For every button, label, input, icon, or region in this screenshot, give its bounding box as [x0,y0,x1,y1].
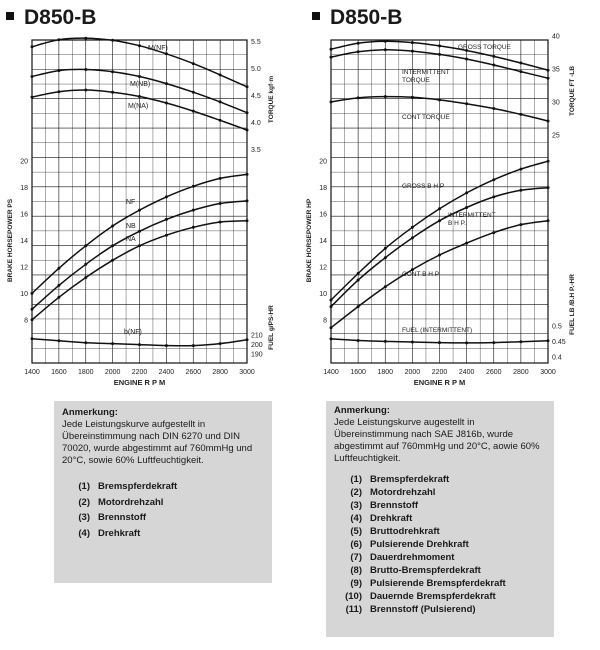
right-legend-item [334,565,546,577]
data-point [330,48,333,51]
hp-tick-label: 20 [319,158,327,166]
data-point [138,44,141,47]
legend-item-number: (6) [350,539,362,550]
legend-item-label: Drehkraft [370,513,413,524]
data-point [547,186,550,189]
left-heading-text: D850-B [24,6,97,29]
bullet-square-icon [6,12,14,20]
data-point [438,53,441,56]
data-point [330,100,333,103]
hp-tick-label: 18 [20,185,28,193]
data-point [219,221,222,224]
data-point [246,199,249,202]
data-point [192,110,195,113]
legend-item-label: Brennstoff [98,512,147,523]
legend-item-label: Motordrehzahl [98,496,164,508]
data-point [547,219,550,222]
right-legend-item [334,500,546,512]
fuel-tick-label: 190 [251,351,263,359]
data-point [357,42,360,45]
data-point [165,82,168,85]
right-notes-text: Jede Leistungskurve augestellt in Übereinstimmung nach SAE J816b, wurde abgestimmt auf 760mmHg und 20°C, aowie 60% Luftfeuchtigkeit. [334,417,540,464]
data-point [31,292,34,295]
left-panel-title [6,6,96,30]
hp-tick-label: 10 [319,290,327,298]
data-point [84,244,87,247]
data-point [492,195,495,198]
torque-tick-label: 35 [552,66,560,74]
torque-tick-label: 5.0 [251,65,261,73]
right-performance-chart [298,28,596,390]
data-point [111,70,114,73]
right-legend-item [334,539,546,551]
legend-item-label: Bruttodrehkraft [370,526,440,537]
data-point [465,242,468,245]
series-label: M(NA) [128,103,149,110]
legend-item-number: (8) [350,565,362,576]
data-point [357,272,360,275]
data-point [111,39,114,42]
hp-tick-label: 12 [20,264,28,272]
series-label: NB [126,223,136,230]
data-point [492,178,495,181]
data-point [165,102,168,105]
data-point [519,168,522,171]
x-tick-label: 2600 [485,369,502,376]
x-tick-label: 1800 [77,369,94,376]
legend-item-number: (4) [350,513,362,524]
data-point [138,95,141,98]
x-tick-label: 1400 [24,369,40,376]
data-point [219,342,222,345]
fuel-tick-label: 200 [251,342,263,350]
hp-tick-label: 10 [20,290,28,298]
data-point [547,160,550,163]
torque-axis-title: TORQUE FT -LB [569,65,576,117]
series-label: NA [126,236,136,243]
data-point [246,338,249,341]
legend-item-number: (10) [345,591,362,602]
data-point [246,85,249,88]
right-legend-list [334,474,546,616]
torque-tick-label: 25 [552,132,560,140]
data-point [465,341,468,344]
data-point [519,62,522,65]
data-point [465,206,468,209]
data-point [330,305,333,308]
data-point [492,231,495,234]
bullet-square-icon [312,12,320,20]
hp-axis-title: BRAKE HORSEPOWER PS [7,198,14,283]
data-point [384,48,387,51]
data-point [192,91,195,94]
data-point [330,337,333,340]
right-heading-text: D850-B [330,6,403,29]
data-point [384,256,387,259]
data-point [219,73,222,76]
data-point [57,69,60,72]
data-point [192,62,195,65]
data-point [438,341,441,344]
x-tick-label: 1600 [350,369,366,376]
data-point [357,339,360,342]
hp-tick-label: 20 [20,158,28,166]
data-point [384,95,387,98]
series-label: NF [126,199,136,206]
x-tick-label: 2200 [431,369,448,376]
data-point [330,326,333,329]
data-point [492,341,495,344]
data-point [519,223,522,226]
right-panel-title [312,6,402,30]
data-point [357,96,360,99]
data-point [219,177,222,180]
data-point [165,218,168,221]
data-point [138,230,141,233]
data-point [438,219,441,222]
data-point [192,226,195,229]
fuel-tick-label: 0.45 [552,338,566,346]
data-point [111,244,114,247]
data-point [246,219,249,222]
hp-tick-label: 16 [319,211,327,219]
data-point [84,37,87,40]
torque-tick-label: 4.5 [251,92,261,100]
x-tick-label: 2000 [104,369,121,376]
data-point [84,89,87,92]
data-point [57,296,60,299]
data-point [219,202,222,205]
data-point [111,91,114,94]
hp-axis-title: BRAKE HORSEPOWER HP [306,198,313,283]
data-point [84,276,87,279]
hp-tick-label: 8 [323,317,327,325]
data-point [547,120,550,123]
data-point [411,341,414,344]
x-tick-label: 2800 [212,369,228,376]
legend-item-number: (4) [78,527,90,539]
right-legend-item [334,578,546,590]
fuel-tick-label: 210 [251,332,263,340]
legend-item-label: Brennstoff (Pulsierend) [370,604,476,615]
data-point [411,96,414,99]
data-point [165,234,168,237]
legend-item-label: Bremspferdekraft [370,474,450,485]
legend-item-label: Motordrehzahl [370,487,436,498]
data-point [519,113,522,116]
data-point [384,285,387,288]
fuel-axis-title: FUEL LB /B.H P.-HR [569,274,576,335]
legend-item-number: (9) [350,578,362,589]
hp-tick-label: 18 [319,185,327,193]
torque-tick-label: 5.5 [251,38,261,46]
x-tick-label: 2000 [404,369,421,376]
data-point [84,68,87,71]
legend-item-number: (1) [350,474,362,485]
x-tick-label: 1600 [51,369,67,376]
data-point [438,254,441,257]
x-tick-label: 2600 [185,369,202,376]
series-label: GROSS TORQUE [458,44,511,51]
x-tick-label: 3000 [239,369,255,376]
data-point [519,70,522,73]
torque-tick-label: 30 [552,99,560,107]
legend-item-label: Pulsierende Bremspferdekraft [370,578,506,589]
fuel-tick-label: 0.4 [552,354,562,362]
data-point [357,305,360,308]
x-axis-title: ENGINE R P M [413,378,466,387]
left-performance-chart [0,28,292,390]
data-point [192,209,195,212]
series-label: CONT B H P [402,271,440,278]
data-point [411,50,414,53]
data-point [31,337,34,340]
data-point [57,284,60,287]
legend-item-number: (3) [350,500,362,511]
x-tick-label: 3000 [540,369,556,376]
right-legend-item [334,513,546,525]
data-point [330,299,333,302]
right-legend-item [334,474,546,486]
right-notes-heading: Anmerkung: [334,405,390,416]
left-legend-list [62,481,264,540]
data-point [138,209,141,212]
x-tick-label: 1800 [377,369,394,376]
series-label: FUEL (INTERMITTENT) [402,327,473,334]
data-point [492,64,495,67]
x-tick-label: 2200 [131,369,148,376]
legend-item-label: Brutto-Bremspferdekraft [370,565,481,576]
data-point [111,259,114,262]
series-label: TORQUE [402,77,430,84]
legend-item-number: (2) [350,487,362,498]
fuel-tick-label: 0.5 [552,323,562,331]
x-tick-label: 1400 [323,369,339,376]
x-tick-label: 2400 [158,369,175,376]
left-notes-heading: Anmerkung: [62,407,118,418]
left-legend-item [62,528,264,540]
data-point [31,96,34,99]
data-point [246,173,249,176]
data-point [192,185,195,188]
right-legend-item [334,552,546,564]
legend-item-label: Brennstoff [370,500,419,511]
series-label: M(NF) [148,45,168,52]
legend-item-label: Dauerdrehmoment [370,552,455,563]
data-point [547,339,550,342]
data-point [57,267,60,270]
data-point [111,342,114,345]
hp-tick-label: 12 [319,264,327,272]
left-notes-box [54,401,272,583]
data-point [465,58,468,61]
data-point [192,344,195,347]
data-point [165,52,168,55]
data-point [438,44,441,47]
data-point [31,75,34,78]
right-legend-item [334,526,546,538]
data-point [138,75,141,78]
data-point [31,318,34,321]
data-point [492,55,495,58]
data-point [438,207,441,210]
data-point [57,339,60,342]
legend-item-number: (11) [345,604,362,615]
series-label: INTERMITTENT [402,69,450,76]
left-legend-item [62,497,264,509]
left-notes-text: Jede Leistungskurve aufgestellt in Übereinstimmung nach DIN 6270 und DIN 70020, wurde abgestimmt auf 760mmHg und 20°C, sowie 60% Luftfeuchtigkeit. [62,419,253,466]
left-legend-item [62,481,264,493]
right-legend-item [334,487,546,499]
data-point [31,45,34,48]
data-point [547,69,550,72]
data-point [519,189,522,192]
series-label: GROSS B H P [402,183,445,190]
data-point [438,98,441,101]
data-point [111,225,114,228]
series-label: b(NF) [124,329,142,336]
data-point [31,308,34,311]
legend-item-label: Pulsierende Drehkraft [370,539,469,550]
legend-item-label: Dauernde Bremspferdekraft [370,591,496,602]
data-point [57,38,60,41]
data-point [165,195,168,198]
legend-item-number: (7) [350,552,362,563]
data-point [411,226,414,229]
data-point [246,129,249,132]
hp-tick-label: 16 [20,211,28,219]
series-label: CONT TORQUE [402,114,450,121]
torque-tick-label: 40 [552,33,560,41]
data-point [547,77,550,80]
hp-tick-label: 14 [319,238,327,245]
x-tick-label: 2800 [513,369,529,376]
left-legend-item [62,512,264,524]
fuel-axis-title: FUEL g/PS-HR [268,305,275,350]
torque-tick-label: 3.5 [251,146,261,154]
x-axis-title: ENGINE R P M [113,378,166,387]
data-point [411,236,414,239]
hp-tick-label: 8 [24,317,28,325]
legend-item-number: (5) [350,526,362,537]
legend-item-label: Bremspferdekraft [98,481,178,492]
series-label: INTERMITTENT [448,212,496,219]
right-legend-item [334,591,546,603]
data-point [84,341,87,344]
torque-axis-title: TORQUE kgf·m [268,75,275,124]
legend-item-number: (1) [78,481,90,492]
right-legend-item [334,604,546,616]
data-point [357,50,360,53]
data-point [384,40,387,43]
data-point [330,56,333,59]
data-point [138,343,141,346]
right-notes-box [326,401,554,637]
data-point [165,344,168,347]
series-label: M(NB) [130,81,151,88]
legend-item-number: (2) [78,496,90,508]
data-point [57,90,60,93]
legend-item-number: (3) [78,512,90,523]
data-point [357,279,360,282]
data-point [519,340,522,343]
x-tick-label: 2400 [458,369,475,376]
data-point [84,263,87,266]
data-point [219,119,222,122]
legend-item-label: Drehkraft [98,527,141,539]
series-label: B H P. [448,220,466,227]
hp-tick-label: 14 [20,238,28,245]
data-point [465,191,468,194]
data-point [384,340,387,343]
data-point [219,100,222,103]
data-point [384,247,387,250]
data-point [411,41,414,44]
data-point [138,244,141,247]
data-point [246,111,249,114]
data-point [492,107,495,110]
torque-tick-label: 4.0 [251,119,261,127]
data-point [465,102,468,105]
